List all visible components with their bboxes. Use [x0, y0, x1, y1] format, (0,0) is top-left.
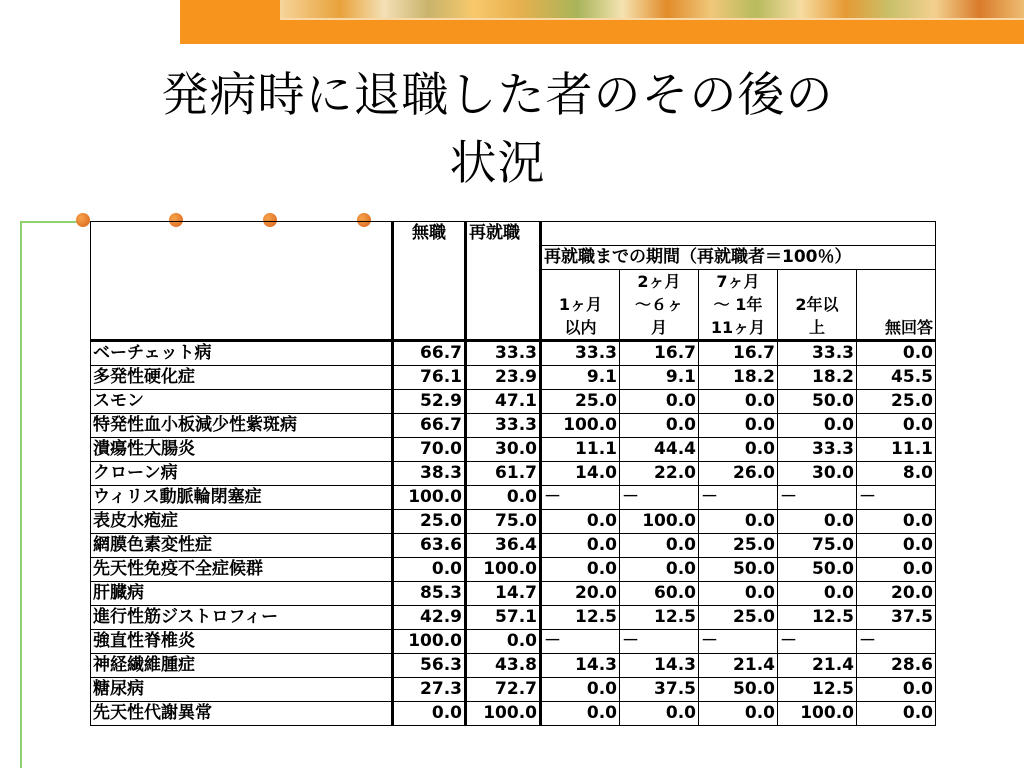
cell-reemployed: 75.0 — [466, 510, 541, 534]
cell-period-2-6m: 0.0 — [620, 534, 699, 558]
cell-period-2-6m: 0.0 — [620, 558, 699, 582]
cell-unemployed: 56.3 — [393, 654, 466, 678]
title-line-2: 状況 — [449, 136, 546, 191]
header-unemployed: 無職 — [393, 222, 466, 341]
cell-unemployed: 25.0 — [393, 510, 466, 534]
header-no-answer — [857, 270, 936, 341]
cell-unemployed: 27.3 — [393, 678, 466, 702]
cell-reemployed: 33.3 — [466, 414, 541, 438]
cell-period-1m: － — [541, 486, 620, 510]
header-period-line: 1ヶ月 — [558, 295, 603, 314]
cell-period-2y: 0.0 — [778, 582, 857, 606]
cell-period-2y: 100.0 — [778, 702, 857, 726]
header-period-line: 以内 — [564, 318, 597, 337]
cell-period-1m: 0.0 — [541, 534, 620, 558]
cell-period-1m: 12.5 — [541, 606, 620, 630]
disease-name: 多発性硬化症 — [91, 366, 393, 390]
cell-reemployed: 100.0 — [466, 702, 541, 726]
cell-no-answer: 0.0 — [857, 702, 936, 726]
cell-no-answer: － — [857, 630, 936, 654]
cell-unemployed: 0.0 — [393, 558, 466, 582]
table-row — [91, 462, 936, 486]
header-floral-strip — [280, 0, 1024, 20]
header-period-7-23m — [699, 270, 778, 341]
header-period-line: 無回答 — [884, 318, 933, 337]
cell-no-answer: 11.1 — [857, 438, 936, 462]
disease-name: 表皮水疱症 — [91, 510, 393, 534]
header-period-line: 2年以 — [795, 295, 839, 314]
cell-reemployed: 30.0 — [466, 438, 541, 462]
header-period-2y — [778, 270, 857, 341]
cell-no-answer: 8.0 — [857, 462, 936, 486]
header-period-line: 月 — [650, 318, 667, 337]
cell-period-2y: 50.0 — [778, 558, 857, 582]
data-table — [90, 221, 936, 726]
cell-unemployed: 85.3 — [393, 582, 466, 606]
cell-period-7-23m: 0.0 — [699, 582, 778, 606]
header-period-line: 7ヶ月 — [716, 272, 760, 291]
cell-period-1m: 9.1 — [541, 366, 620, 390]
disease-name: 肝臓病 — [91, 582, 393, 606]
cell-reemployed: 57.1 — [466, 606, 541, 630]
cell-unemployed: 52.9 — [393, 390, 466, 414]
cell-period-2-6m: － — [620, 630, 699, 654]
disease-name: クローン病 — [91, 462, 393, 486]
table-row — [91, 654, 936, 678]
cell-period-7-23m: 25.0 — [699, 534, 778, 558]
disease-name: 網膜色素変性症 — [91, 534, 393, 558]
cell-no-answer: 0.0 — [857, 678, 936, 702]
table-row — [91, 341, 936, 366]
guide-line-vertical — [20, 222, 22, 768]
cell-period-2-6m: 12.5 — [620, 606, 699, 630]
table-row — [91, 414, 936, 438]
cell-period-2y: 30.0 — [778, 462, 857, 486]
cell-reemployed: 47.1 — [466, 390, 541, 414]
disease-name: スモン — [91, 390, 393, 414]
header-period-line: ～６ヶ — [634, 295, 683, 314]
cell-period-7-23m: 50.0 — [699, 558, 778, 582]
table-row — [91, 678, 936, 702]
cell-unemployed: 66.7 — [393, 341, 466, 366]
cell-period-7-23m: 21.4 — [699, 654, 778, 678]
cell-period-1m: 14.3 — [541, 654, 620, 678]
cell-period-2-6m: 100.0 — [620, 510, 699, 534]
header-period-line: 上 — [808, 318, 825, 337]
cell-reemployed: 0.0 — [466, 486, 541, 510]
cell-period-2y: － — [778, 486, 857, 510]
header-period-2-6m — [620, 270, 699, 341]
cell-period-2-6m: 16.7 — [620, 341, 699, 366]
cell-period-1m: 25.0 — [541, 390, 620, 414]
cell-period-1m: 100.0 — [541, 414, 620, 438]
cell-period-2y: 0.0 — [778, 414, 857, 438]
cell-period-7-23m: 26.0 — [699, 462, 778, 486]
cell-period-1m: 0.0 — [541, 510, 620, 534]
cell-unemployed: 66.7 — [393, 414, 466, 438]
table-row — [91, 606, 936, 630]
cell-reemployed: 72.7 — [466, 678, 541, 702]
disease-name: 強直性脊椎炎 — [91, 630, 393, 654]
disease-name: 糖尿病 — [91, 678, 393, 702]
cell-period-2y: 33.3 — [778, 341, 857, 366]
bullet-dot — [76, 213, 90, 227]
cell-period-2y: 33.3 — [778, 438, 857, 462]
cell-period-2-6m: 37.5 — [620, 678, 699, 702]
cell-unemployed: 38.3 — [393, 462, 466, 486]
cell-period-7-23m: 25.0 — [699, 606, 778, 630]
table-row — [91, 510, 936, 534]
cell-period-2-6m: 9.1 — [620, 366, 699, 390]
cell-no-answer: 20.0 — [857, 582, 936, 606]
cell-period-2y: 0.0 — [778, 510, 857, 534]
cell-period-2-6m: 0.0 — [620, 390, 699, 414]
cell-unemployed: 0.0 — [393, 702, 466, 726]
disease-name: 特発性血小板減少性紫斑病 — [91, 414, 393, 438]
cell-period-1m: － — [541, 630, 620, 654]
cell-no-answer: 0.0 — [857, 534, 936, 558]
disease-name: 潰瘍性大腸炎 — [91, 438, 393, 462]
cell-no-answer: 0.0 — [857, 558, 936, 582]
cell-period-7-23m: 0.0 — [699, 414, 778, 438]
table-row — [91, 390, 936, 414]
cell-reemployed: 0.0 — [466, 630, 541, 654]
table-row — [91, 534, 936, 558]
slide-title — [40, 62, 955, 198]
cell-period-2-6m: 60.0 — [620, 582, 699, 606]
table-row — [91, 366, 936, 390]
cell-period-1m: 11.1 — [541, 438, 620, 462]
cell-reemployed: 61.7 — [466, 462, 541, 486]
header-period-1m — [541, 270, 620, 341]
cell-period-7-23m: 50.0 — [699, 678, 778, 702]
cell-reemployed: 23.9 — [466, 366, 541, 390]
cell-period-7-23m: 0.0 — [699, 510, 778, 534]
header-period-line: ～ 1年 — [713, 295, 763, 314]
cell-no-answer: 25.0 — [857, 390, 936, 414]
cell-period-2y: 75.0 — [778, 534, 857, 558]
header-row-1 — [91, 222, 936, 246]
header-reemployed: 再就職 — [466, 222, 541, 341]
table-row — [91, 558, 936, 582]
cell-period-2y: 18.2 — [778, 366, 857, 390]
cell-no-answer: 0.0 — [857, 341, 936, 366]
cell-reemployed: 14.7 — [466, 582, 541, 606]
header-blank — [541, 222, 936, 246]
cell-no-answer: 45.5 — [857, 366, 936, 390]
table-row — [91, 582, 936, 606]
cell-reemployed: 100.0 — [466, 558, 541, 582]
cell-reemployed: 36.4 — [466, 534, 541, 558]
cell-period-1m: 0.0 — [541, 702, 620, 726]
disease-name: 先天性免疫不全症候群 — [91, 558, 393, 582]
cell-period-7-23m: － — [699, 486, 778, 510]
cell-period-7-23m: 0.0 — [699, 390, 778, 414]
cell-unemployed: 63.6 — [393, 534, 466, 558]
cell-unemployed: 100.0 — [393, 630, 466, 654]
disease-name: 進行性筋ジストロフィー — [91, 606, 393, 630]
table-row — [91, 486, 936, 510]
header-period-line: 11ヶ月 — [710, 318, 766, 337]
cell-period-7-23m: 0.0 — [699, 702, 778, 726]
cell-period-2y: 21.4 — [778, 654, 857, 678]
cell-period-1m: 0.0 — [541, 678, 620, 702]
cell-reemployed: 43.8 — [466, 654, 541, 678]
table-row — [91, 630, 936, 654]
cell-period-2-6m: 0.0 — [620, 414, 699, 438]
cell-unemployed: 70.0 — [393, 438, 466, 462]
title-line-1: 発病時に退職した者のその後の — [161, 68, 834, 123]
cell-period-1m: 0.0 — [541, 558, 620, 582]
cell-no-answer: 0.0 — [857, 414, 936, 438]
cell-period-7-23m: － — [699, 630, 778, 654]
cell-period-2-6m: 22.0 — [620, 462, 699, 486]
cell-period-7-23m: 18.2 — [699, 366, 778, 390]
cell-period-1m: 20.0 — [541, 582, 620, 606]
cell-period-2-6m: 44.4 — [620, 438, 699, 462]
cell-no-answer: 37.5 — [857, 606, 936, 630]
disease-name: ベーチェット病 — [91, 341, 393, 366]
cell-period-2-6m: 0.0 — [620, 702, 699, 726]
cell-unemployed: 42.9 — [393, 606, 466, 630]
table-row — [91, 438, 936, 462]
cell-period-2y: 50.0 — [778, 390, 857, 414]
cell-period-2-6m: 14.3 — [620, 654, 699, 678]
disease-name: 先天性代謝異常 — [91, 702, 393, 726]
cell-period-7-23m: 0.0 — [699, 438, 778, 462]
disease-name: 神経繊維腫症 — [91, 654, 393, 678]
cell-period-1m: 14.0 — [541, 462, 620, 486]
corner-cell — [91, 222, 393, 341]
header-period-line: 2ヶ月 — [637, 272, 681, 291]
cell-no-answer: 28.6 — [857, 654, 936, 678]
cell-period-2y: 12.5 — [778, 606, 857, 630]
cell-period-2y: 12.5 — [778, 678, 857, 702]
header-period-caption: 再就職までの期間（再就職者＝100％） — [541, 246, 936, 270]
disease-name: ウィリス動脈輪閉塞症 — [91, 486, 393, 510]
table-row — [91, 702, 936, 726]
cell-reemployed: 33.3 — [466, 341, 541, 366]
cell-period-7-23m: 16.7 — [699, 341, 778, 366]
cell-period-2y: － — [778, 630, 857, 654]
cell-no-answer: － — [857, 486, 936, 510]
cell-period-1m: 33.3 — [541, 341, 620, 366]
cell-no-answer: 0.0 — [857, 510, 936, 534]
cell-unemployed: 76.1 — [393, 366, 466, 390]
cell-period-2-6m: － — [620, 486, 699, 510]
cell-unemployed: 100.0 — [393, 486, 466, 510]
